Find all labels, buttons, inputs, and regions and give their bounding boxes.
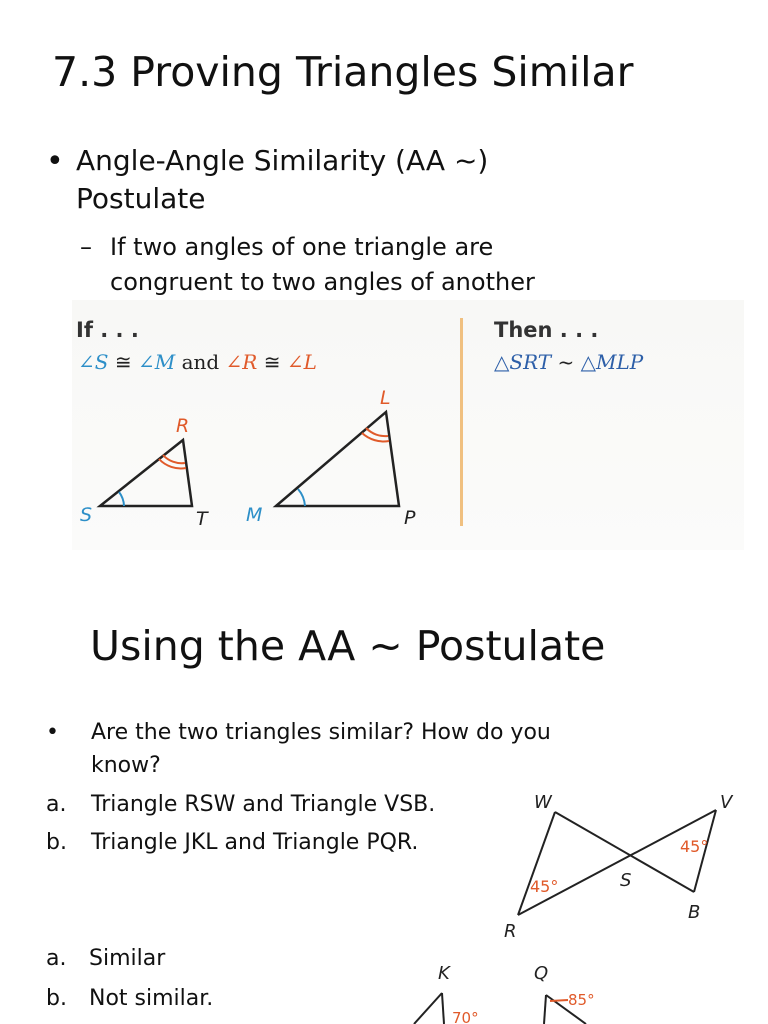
congruent-symbol: ≅	[114, 350, 132, 374]
item-b	[46, 826, 419, 859]
angle-r-label: 45°	[530, 877, 559, 896]
answer-text: Not similar.	[89, 986, 214, 1011]
congruent-symbol: ≅	[263, 350, 281, 374]
item-text: Triangle JKL and Triangle PQR.	[91, 830, 419, 855]
bullet-dot: •	[46, 144, 64, 179]
segment-w-r	[518, 812, 555, 915]
vertex-b: B	[688, 902, 701, 923]
vertex-w: W	[534, 792, 552, 813]
vertex-k: K	[438, 963, 450, 984]
diagram-jkl-pqr	[400, 955, 640, 1024]
question-line: Are the two triangles similar? How do you	[91, 720, 551, 745]
angle-r-arc	[163, 455, 185, 463]
angle-l-arc	[366, 428, 388, 436]
angle-l: ∠L	[286, 350, 317, 374]
segment-r-v	[518, 810, 716, 915]
angle-q-label: 85°	[568, 991, 595, 1009]
if-label: If . . .	[76, 318, 139, 342]
answer-text: Similar	[89, 946, 166, 971]
diagram-rsw-vsb	[490, 780, 760, 945]
angle-s-arc	[119, 492, 124, 506]
dash-marker: –	[80, 233, 92, 261]
bullet-line: Angle-Angle Similarity (AA ~)	[76, 144, 489, 177]
vertex-r: R	[176, 415, 190, 437]
angle-v-label: 45°	[680, 837, 709, 856]
triangle-srt-shape	[100, 440, 192, 506]
item-label: a.	[46, 792, 67, 817]
angle-s: ∠S	[78, 350, 109, 374]
vertex-s: S	[620, 870, 632, 891]
answer-b	[46, 982, 214, 1015]
segment-k-down	[442, 993, 444, 1024]
angle-k-label: 70°	[452, 1009, 479, 1024]
segment-k-left	[414, 993, 442, 1024]
and-word: and	[181, 350, 220, 374]
vertex-l: L	[380, 387, 391, 409]
angle-r: ∠R	[225, 350, 258, 374]
question-bullet-dot: •	[46, 720, 59, 745]
question-text	[91, 716, 551, 782]
vertex-r: R	[504, 921, 517, 942]
vertex-v: V	[720, 792, 733, 813]
vertex-m: M	[246, 504, 263, 526]
sub-bullet-line: congruent to two angles of another	[110, 268, 535, 296]
answer-label: b.	[46, 986, 67, 1011]
similar-symbol: ~	[557, 350, 575, 374]
answer-label: a.	[46, 946, 67, 971]
sub-bullet-line: If two angles of one triangle are	[110, 233, 494, 261]
triangle-mlp-shape	[276, 412, 399, 506]
question-line: know?	[91, 753, 161, 778]
angle-m-arc	[298, 489, 305, 506]
slide-title-2: Using the AA ~ Postulate	[90, 622, 606, 670]
triangle-mlp: △MLP	[580, 350, 644, 374]
triangle-srt: △SRT	[494, 350, 552, 374]
then-label: Then . . .	[494, 318, 599, 342]
vertex-p: P	[404, 507, 416, 529]
vertex-t: T	[196, 508, 208, 530]
vertex-q: Q	[534, 963, 549, 984]
answer-a	[46, 942, 166, 975]
angle-m: ∠M	[137, 350, 176, 374]
item-text: Triangle RSW and Triangle VSB.	[91, 792, 436, 817]
slide-title-1: 7.3 Proving Triangles Similar	[52, 48, 634, 96]
segment-q-down	[544, 995, 546, 1024]
item-label: b.	[46, 830, 67, 855]
bullet-line: Postulate	[76, 182, 206, 215]
vertex-s: S	[80, 504, 93, 526]
item-a	[46, 788, 496, 821]
angle-q-pointer	[550, 1000, 568, 1001]
